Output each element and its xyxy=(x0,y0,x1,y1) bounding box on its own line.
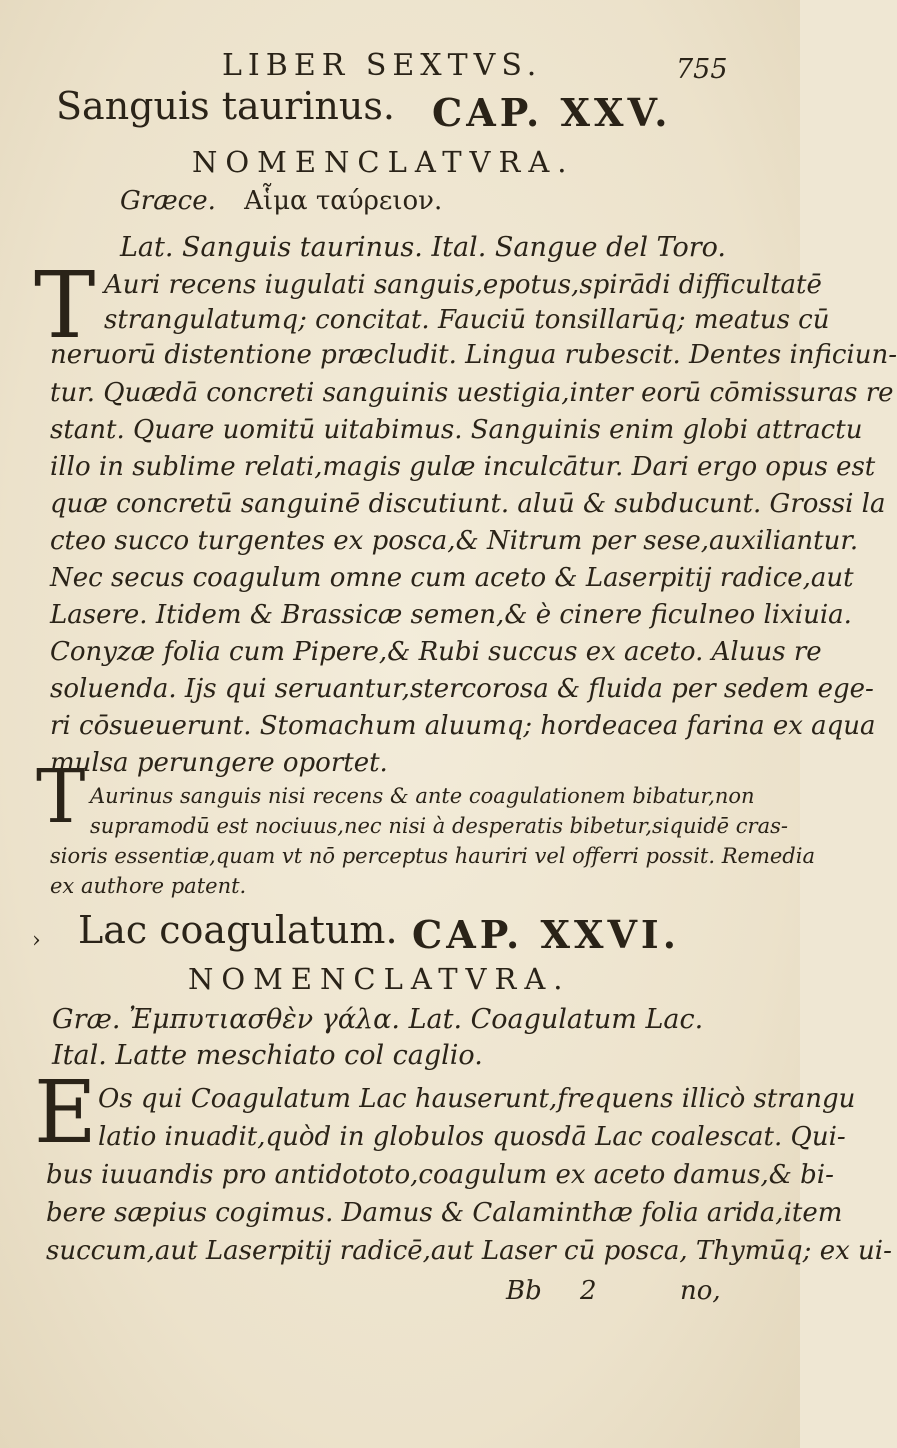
text-line: soluenda. Ijs qui seruantur,stercorosa & fluida per sedem ege- xyxy=(50,674,874,704)
note-line: supramodū est nociuus,nec nisi à desperatis bibetur,siquidē cras- xyxy=(90,814,788,838)
chapter-26-title: Lac coagulatum. xyxy=(78,908,398,952)
text-line: ri cōsueuerunt. Stomachum aluumq; hordeacea farina ex aqua xyxy=(50,711,876,741)
graece-label: Græce. xyxy=(120,186,216,216)
greek-name-line xyxy=(120,186,442,216)
text-line: neruorū distentione præcludit. Lingua rubescit. Dentes inficiun- xyxy=(50,340,897,370)
text-line: Conyzæ folia cum Pipere,& Rubi succus ex aceto. Aluus re xyxy=(50,637,822,667)
catchword: no, xyxy=(680,1276,721,1306)
chapter-26-nomenclatura: NOMENCLATVRA. xyxy=(188,962,571,996)
note-line: Aurinus sanguis nisi recens & ante coagulationem bibatur,non xyxy=(90,784,755,808)
italian-name: Ital. Latte meschiato col caglio. xyxy=(52,1040,483,1071)
note-line: ex authore patent. xyxy=(50,874,247,898)
latin-italian-names: Lat. Sanguis taurinus. Ital. Sangue del Toro. xyxy=(120,232,726,263)
text-line: illo in sublime relati,magis gulæ inculcātur. Dari ergo opus est xyxy=(50,452,876,482)
note-drop-cap-t: T xyxy=(36,754,86,840)
text-line: Os qui Coagulatum Lac hauserunt,frequens illicò strangu xyxy=(98,1084,856,1114)
drop-cap-e: E xyxy=(34,1063,97,1163)
text-line: mulsa perungere oportet. xyxy=(50,748,388,778)
text-line: Auri recens iugulati sanguis,epotus,spirādi difficultatē xyxy=(104,270,822,300)
chapter-25-title: Sanguis taurinus. xyxy=(56,84,395,128)
chapter-25-nomenclatura: NOMENCLATVRA. xyxy=(192,145,575,179)
text-line: bus iuuandis pro antidototo,coagulum ex aceto damus,& bi- xyxy=(46,1160,834,1190)
text-line: quæ concretū sanguinē discutiunt. aluū & subducunt. Grossi la xyxy=(50,489,886,519)
text-line: tur. Quædā concreti sanguinis uestigia,inter eorū cōmissuras re xyxy=(50,378,894,408)
text-line: bere sæpius cogimus. Damus & Calaminthæ folia arida,item xyxy=(46,1198,843,1228)
page-number: 755 xyxy=(676,54,728,85)
note-line: sioris essentiæ,quam vt nō perceptus hauriri vel offerri possit. Remedia xyxy=(50,844,815,868)
greek-name: Αἷμα ταύρειον. xyxy=(244,186,443,216)
chapter-26-number: CAP. XXVI. xyxy=(412,912,680,957)
text-line: Lasere. Itidem & Brassicæ semen,& è cinere ficulneo lixiuia. xyxy=(50,600,852,630)
text-line: Nec secus coagulum omne cum aceto & Laserpitij radice,aut xyxy=(50,563,854,593)
chapter-25-number: CAP. XXV. xyxy=(432,90,672,135)
drop-cap-t: T xyxy=(34,252,96,359)
signature-mark: Bb 2 xyxy=(506,1276,597,1306)
running-title: LIBER SEXTVS. xyxy=(222,48,543,83)
text-line: cteo succo turgentes ex posca,& Nitrum per sese,auxiliantur. xyxy=(50,526,859,556)
text-line: succum,aut Laserpitij radicē,aut Laser cū posca, Thymūq; ex ui- xyxy=(46,1236,892,1266)
greek-latin-names: Græ. Ἐμπυτιασθὲν γάλα. Lat. Coagulatum Lac. xyxy=(52,1004,704,1035)
text-line: stant. Quare uomitū uitabimus. Sanguinis enim globi attractu xyxy=(50,415,863,445)
text-line: latio inuadit,quòd in globulos quosdā Lac coalescat. Qui- xyxy=(98,1122,846,1152)
margin-marker: › xyxy=(32,928,41,953)
text-line: strangulatumq; concitat. Fauciū tonsillarūq; meatus cū xyxy=(104,305,830,335)
